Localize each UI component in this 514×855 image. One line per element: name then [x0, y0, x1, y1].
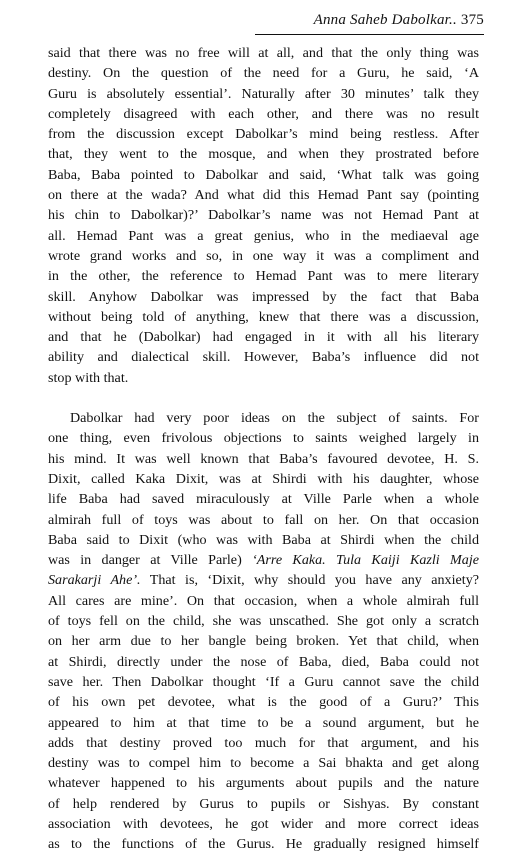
text-line: All cares are mine’. On that occasion, when a whole almirah full [48, 592, 479, 609]
running-header [255, 12, 484, 29]
text-segment: was in danger at Ville Parle) [48, 552, 242, 569]
quote-italic: ‘Arre Kaka. Tula Kaiji Kazli Maje [252, 552, 479, 569]
text-line [48, 550, 479, 570]
text-line: on her arm due to her bangle being broken. Yet that child, when [48, 633, 479, 650]
body-text [48, 43, 479, 855]
text-line: whatever happened to his arguments about pupils and the nature [48, 775, 479, 792]
text-line: skill. Anyhow Dabolkar was impressed by the fact that Baba [48, 288, 479, 305]
text-segment: That is, ‘Dixit, why should you have any anxiety? [140, 572, 479, 589]
text-line: destiny. On the question of the need for a Guru, he said, ‘A [48, 65, 479, 82]
quote-italic: Sarakarji Ahe’. [48, 572, 141, 589]
text-line: completely disagreed with each other, and there was no result [48, 105, 479, 122]
running-title: Anna Saheb Dabolkar.. [313, 12, 457, 28]
text-line: save her. Then Dabolkar thought ‘If a Guru cannot save the child [48, 673, 479, 690]
text-line: life Baba had saved miraculously at Ville Parle when a whole [48, 491, 479, 508]
text-line: his chin to Dabolkar)?’ Dabolkar’s name was not Hemad Pant at [48, 207, 479, 224]
text-line: in the other, the reference to Hemad Pant was to mere literary [48, 268, 479, 285]
paragraph-2 [48, 408, 479, 855]
text-line: almirah full of toys was about to fall on her. On that occasion [48, 511, 479, 528]
text-line: from the discussion except Dabolkar’s mind being restless. After [48, 126, 479, 143]
text-line: one thing, even frivolous objections to saints weighed largely in [48, 430, 479, 447]
text-line: as to the functions of the Gurus. He gradually resigned himself [48, 836, 479, 853]
text-line: at Shirdi, directly under the nose of Baba, died, Baba could not [48, 653, 479, 670]
text-line: and that he (Dabolkar) had engaged in it with all his literary [48, 329, 479, 346]
text-line: destiny was to compel him to become a Sai bhakta and get along [48, 755, 479, 772]
text-line: without being told of anything, knew that there was a discussion, [48, 308, 479, 325]
text-line: stop with that. [48, 369, 129, 386]
text-line: that, they went to the mosque, and when they prostrated before [48, 146, 479, 163]
text-line: Baba said to Dixit (who was with Baba at Shirdi when the child [48, 531, 479, 548]
text-line: of help rendered by Gurus to pupils or Sishyas. By constant [48, 795, 479, 812]
paragraph-1 [48, 43, 479, 388]
text-line: all. Hemad Pant was a great genius, who in the mediaeval age [48, 227, 479, 244]
text-line: Dabolkar had very poor ideas on the subject of saints. For [70, 410, 479, 427]
text-line: appeared to him at that time to be a sound argument, but he [48, 714, 479, 731]
text-line: of toys fell on the child, she was unscathed. She got only a scratch [48, 613, 479, 630]
text-line: his mind. It was well known that Baba’s favoured devotee, H. S. [48, 450, 479, 467]
text-line [48, 570, 479, 590]
text-line: of his own pet devotee, what is the good of a Guru?’ This [48, 694, 479, 711]
text-line: ability and dialectical skill. However, Baba’s influence did not [48, 349, 479, 366]
text-line: wrote grand works and so, in one way it was a compliment and [48, 247, 479, 264]
text-line: Dixit, called Kaka Dixit, was at Shirdi with his daughter, whose [48, 470, 479, 487]
text-line: association with devotees, he got wider and more correct ideas [48, 815, 479, 832]
paragraph-gap [48, 388, 479, 408]
text-line: said that there was no free will at all, and that the only thing was [48, 45, 479, 61]
text-line: Guru is absolutely essential’. Naturally after 30 minutes’ talk they [48, 85, 479, 102]
text-line: Baba, Baba pointed to Dabolkar and said, ‘What talk was going [48, 166, 479, 183]
header-rule [255, 34, 484, 35]
page-number: 375 [460, 12, 484, 28]
text-line: on there at the wada? And what did this Hemad Pant say (pointing [48, 187, 479, 204]
text-line: adds that destiny proved too much for that argument, and his [48, 734, 479, 751]
